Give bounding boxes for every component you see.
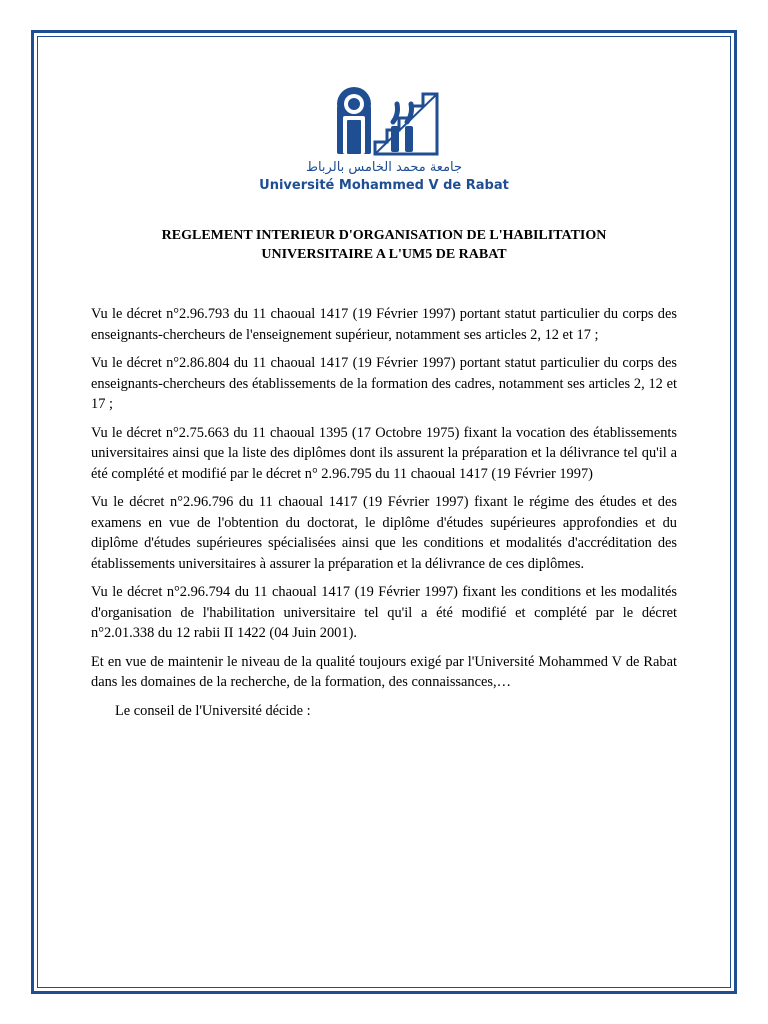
document-title (90, 226, 678, 264)
title-line-2: UNIVERSITAIRE A L'UM5 DE RABAT (261, 247, 507, 262)
university-arabic-name: جامعة محمد الخامس بالرباط (305, 160, 463, 175)
university-logo-icon (333, 82, 443, 162)
title-line-1: REGLEMENT INTERIEUR D'ORGANISATION DE L'HABILITATION (161, 228, 607, 243)
paragraph: Vu le décret n°2.96.794 du 11 chaoual 1417 (19 Février 1997) fixant les conditions et les modalités d'organisation de l'habilitation universitaire tel qu'il a été modifié et complété par le décret n°2.01.338 du 12 rabii II 1422 (04 Juin 2001). (91, 584, 677, 641)
paragraph: Vu le décret n°2.96.796 du 11 chaoual 1417 (19 Février 1997) fixant le régime des études et des examens en vue de l'obtention du doctorat, le diplôme d'études supérieures approfondies et du diplôme d'études supérieures spécialisées ainsi que les conditions et modalités d'accréditation des établissements universitaires à assurer la préparation et la délivrance de ces diplômes. (91, 494, 677, 572)
decision-statement: Le conseil de l'Université décide : (115, 702, 311, 719)
paragraph: Vu le décret n°2.86.804 du 11 chaoual 1417 (19 Février 1997) portant statut particulier du corps des enseignants-chercheurs des établissements de la formation des cadres, notamment ses articles 2, 12 et 17 ; (91, 355, 677, 412)
paragraph: Vu le décret n°2.96.793 du 11 chaoual 1417 (19 Février 1997) portant statut particulier du corps des enseignants-chercheurs de l'enseignement supérieur, notamment ses articles 2, 12 et 17 ; (91, 306, 677, 343)
paragraph: Vu le décret n°2.75.663 du 11 chaoual 1395 (17 Octobre 1975) fixant la vocation des établissements universitaires ainsi que la liste des diplômes dont ils assurent la préparation et la délivrance tel qu'il a été complété et modifié par le décret n° 2.96.795 du 11 chaoual 1417 (19 Février 1997) (91, 424, 677, 482)
paragraph: Et en vue de maintenir le niveau de la qualité toujours exigé par l'Université Mohammed V de Rabat dans les domaines de la recherche, de la formation, des connaissances,… (91, 653, 677, 690)
university-name: Université Mohammed V de Rabat (259, 178, 509, 193)
document-body (91, 304, 677, 729)
